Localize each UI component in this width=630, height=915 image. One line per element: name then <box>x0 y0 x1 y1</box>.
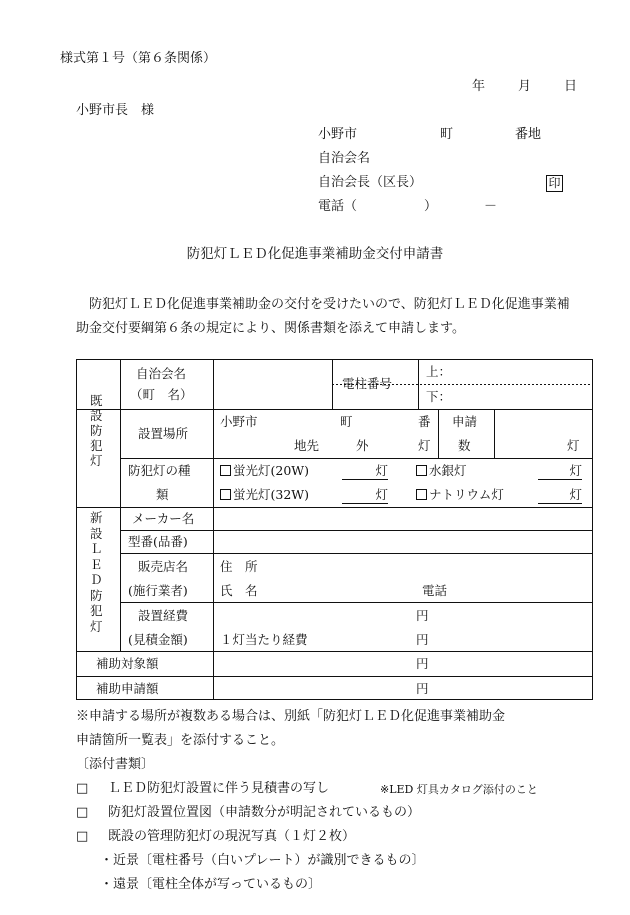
loc-city: 小野市 <box>220 414 258 429</box>
phone-close: ） <box>424 199 438 214</box>
loc-chisaki: 地先 <box>294 438 320 453</box>
seal-mark: 印 <box>546 175 563 192</box>
apply-label: 申請 <box>452 414 478 429</box>
photo-near-item: ・近景〔電柱番号（白いプレート）が識別できるもの〕 <box>100 853 425 868</box>
option-sodium: ナトリウム灯 <box>416 487 504 503</box>
applicant-address <box>318 127 357 143</box>
body-text: 防犯灯ＬＥＤ化促進事業補助金の交付を受けたいので、防犯灯ＬＥＤ化促進事業補助金交付要綱第６条の規定により、関係書類を添えて申請します。 <box>76 297 570 336</box>
form-number: 様式第１号（第６条関係） <box>60 51 217 66</box>
per-light-label: １灯当たり経費 <box>220 632 308 647</box>
dealer-phone-label: 電話 <box>422 583 448 598</box>
dealer-name-label: 氏 名 <box>220 583 258 598</box>
sodium-unit: 灯 <box>538 487 582 504</box>
attach-2-text: 防犯灯設置位置図（申請数分が明記されているもの） <box>108 805 421 820</box>
pole-upper-label: 上： <box>426 364 452 379</box>
date-month-label: 月 <box>518 79 532 94</box>
existing-section-label: 既設防犯灯 <box>90 393 103 468</box>
fl32-unit: 灯 <box>342 487 388 504</box>
document-title: 防犯灯ＬＥＤ化促進事業補助金交付申請書 <box>186 246 444 262</box>
date-year-label: 年 <box>472 79 486 94</box>
attach-1-note: ※LED 灯具カタログ添付のこと <box>380 783 538 796</box>
date-day-label: 日 <box>564 79 578 94</box>
multi-location-note: ※申請する場所が複数ある場合は、別紙「防犯灯ＬＥＤ化促進事業補助金 <box>76 709 506 724</box>
option-fl32: 蛍光灯(32W) <box>220 487 309 503</box>
table-grid <box>76 359 593 700</box>
photo-far-item: ・遠景〔電柱全体が写っているもの〕 <box>100 877 322 892</box>
association-name-label: 自治会名 <box>318 151 371 166</box>
application-table <box>76 359 593 700</box>
option-fl20: 蛍光灯(20W) <box>220 463 309 479</box>
attach-1-text: ＬＥＤ防犯灯設置に伴う見積書の写し <box>108 781 330 796</box>
assoc-name-sub-label: （町 名） <box>130 387 193 402</box>
loc-tou: 灯 <box>418 438 431 453</box>
location-label: 設置場所 <box>138 426 189 441</box>
attach-3-checkbox[interactable]: □ <box>76 829 89 844</box>
loc-soto: 外 <box>356 438 369 453</box>
model-label: 型番(品番) <box>128 534 188 549</box>
maker-label: メーカー名 <box>132 511 195 526</box>
dealer-label: 販売店名 <box>138 559 189 574</box>
address-town: 町 <box>440 127 454 142</box>
new-section-label: 新設ＬＥＤ防犯灯 <box>90 510 103 634</box>
pole-number-label: 電柱番号 <box>342 376 393 391</box>
cost-label: 設置経費 <box>138 608 189 623</box>
address-city: 小野市 <box>318 127 358 142</box>
address-lot: 番地 <box>515 127 542 142</box>
loc-ban: 番 <box>418 414 431 429</box>
recipient: 小野市長 様 <box>76 103 155 118</box>
cost-yen: 円 <box>416 608 429 623</box>
document-body <box>76 293 581 341</box>
cost-sub-label: (見積金額) <box>128 632 188 647</box>
subsidy-target-label: 補助対象額 <box>96 656 159 671</box>
phone-dash: － <box>484 199 498 214</box>
type-label-1: 防犯灯の種 <box>128 463 191 478</box>
dealer-sub-label: (施行業者) <box>128 583 188 598</box>
count-label: 数 <box>458 438 471 453</box>
pole-lower-label: 下： <box>426 389 452 404</box>
checkbox-mercury[interactable] <box>416 465 427 476</box>
option-mercury: 水銀灯 <box>416 463 467 479</box>
dealer-address-label: 住 所 <box>220 559 258 574</box>
chief-label: 自治会長（区長） <box>318 175 423 190</box>
per-light-yen: 円 <box>416 632 429 647</box>
attach-2-checkbox[interactable]: □ <box>76 805 89 820</box>
attach-3-text: 既設の管理防犯灯の現況写真（１灯２枚） <box>108 829 356 844</box>
attach-1-checkbox[interactable]: □ <box>76 781 89 796</box>
subsidy-request-yen: 円 <box>416 681 429 696</box>
mercury-unit: 灯 <box>538 463 582 480</box>
phone-label: 電話（ <box>318 199 358 214</box>
checkbox-fl32[interactable] <box>220 489 231 500</box>
multi-location-note-2: 申請箇所一覧表」を添付すること。 <box>76 733 285 748</box>
attachments-title: 〔添付書類〕 <box>76 757 155 772</box>
type-label-2: 類 <box>156 487 169 502</box>
count-unit: 灯 <box>567 438 580 453</box>
checkbox-sodium[interactable] <box>416 489 427 500</box>
subsidy-target-yen: 円 <box>416 656 429 671</box>
subsidy-request-label: 補助申請額 <box>96 681 159 696</box>
loc-town: 町 <box>340 414 353 429</box>
checkbox-fl20[interactable] <box>220 465 231 476</box>
fl20-unit: 灯 <box>342 463 388 480</box>
assoc-name-label: 自治会名 <box>136 366 187 381</box>
